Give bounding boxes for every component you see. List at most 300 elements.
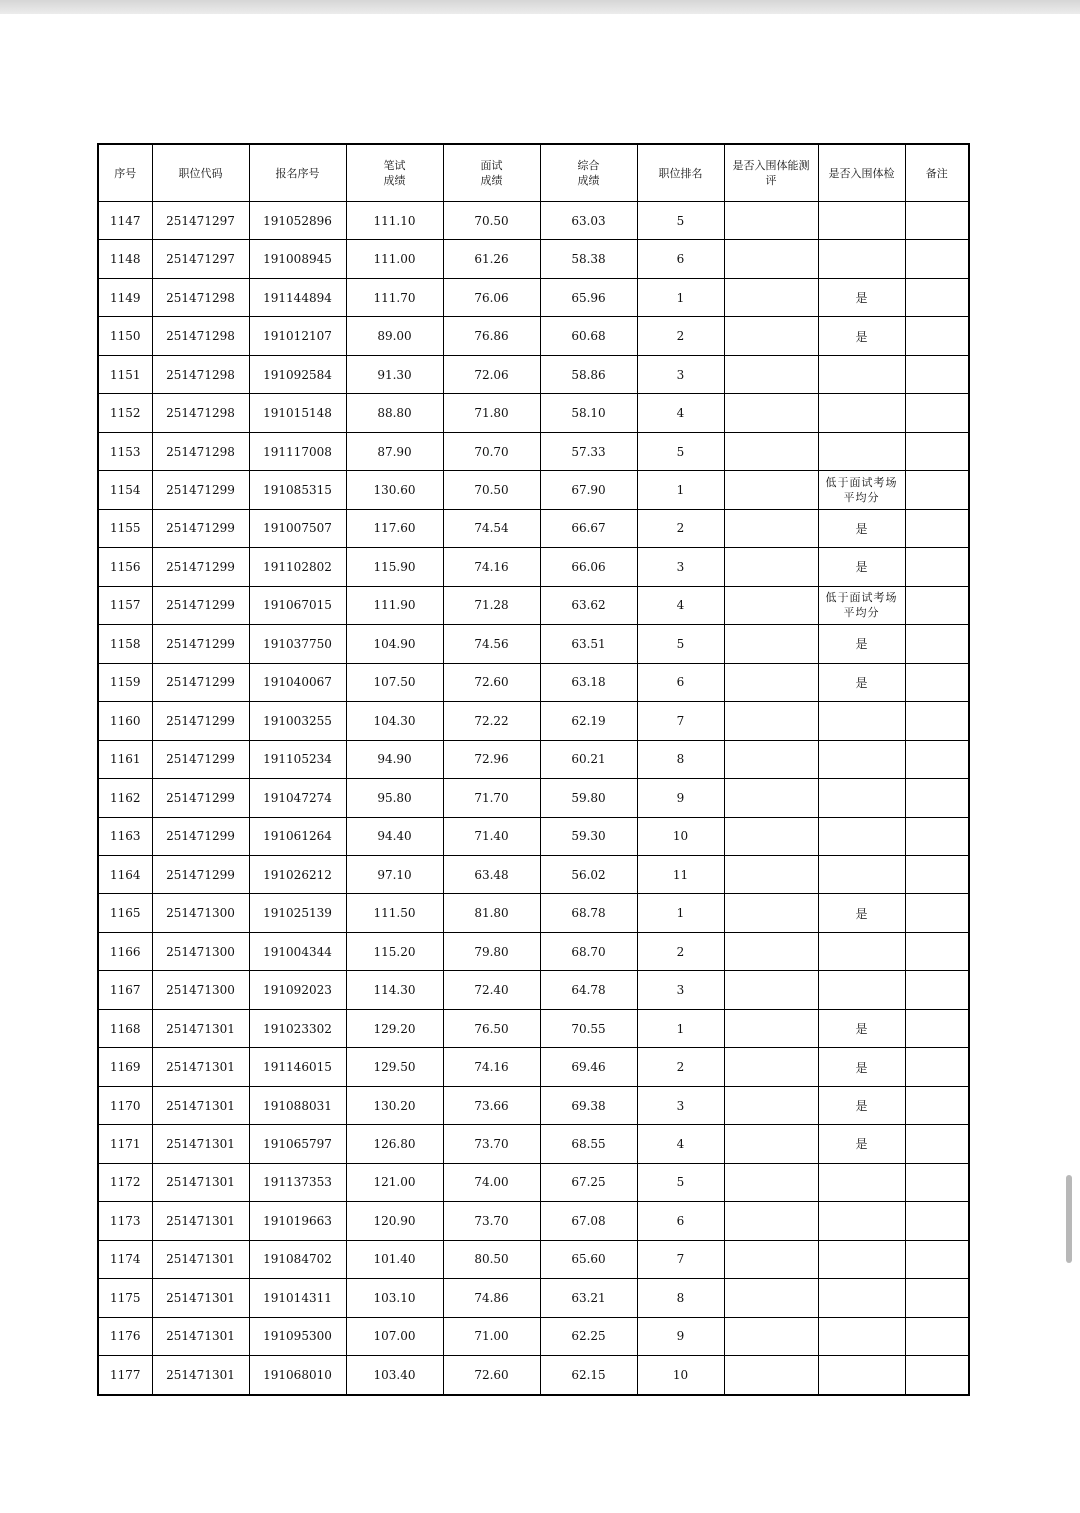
table-row: [98, 1048, 969, 1086]
cell-rank: 1: [637, 894, 724, 932]
table-row: [98, 355, 969, 393]
cell-written-score: 89.00: [346, 317, 443, 355]
cell-written-score: 129.50: [346, 1048, 443, 1086]
cell-remark: [905, 1279, 969, 1317]
cell-fitness: [724, 202, 818, 240]
cell-physical: [818, 1163, 905, 1201]
cell-written-score: 111.70: [346, 278, 443, 316]
cell-seq: 1156: [98, 548, 152, 586]
header-rank: 职位排名: [637, 144, 724, 202]
cell-total-score: 62.19: [540, 702, 637, 740]
cell-seq: 1155: [98, 509, 152, 547]
score-table: [97, 143, 970, 1396]
cell-written-score: 103.40: [346, 1356, 443, 1395]
cell-remark: [905, 202, 969, 240]
cell-total-score: 58.86: [540, 355, 637, 393]
cell-physical: [818, 971, 905, 1009]
cell-post-code: 251471298: [152, 394, 249, 432]
cell-fitness: [724, 855, 818, 893]
cell-physical: [818, 1279, 905, 1317]
cell-post-code: 251471298: [152, 278, 249, 316]
cell-physical: [818, 432, 905, 470]
cell-physical: [818, 355, 905, 393]
cell-remark: [905, 971, 969, 1009]
cell-fitness: [724, 509, 818, 547]
cell-written-score: 130.20: [346, 1086, 443, 1124]
cell-rank: 2: [637, 1048, 724, 1086]
cell-fitness: [724, 740, 818, 778]
cell-written-score: 87.90: [346, 432, 443, 470]
cell-reg-no: 191146015: [249, 1048, 346, 1086]
cell-written-score: 97.10: [346, 855, 443, 893]
cell-total-score: 63.18: [540, 663, 637, 701]
table-row: [98, 855, 969, 893]
cell-interview-score: 72.96: [443, 740, 540, 778]
cell-total-score: 57.33: [540, 432, 637, 470]
table-row: [98, 740, 969, 778]
cell-total-score: 64.78: [540, 971, 637, 1009]
cell-seq: 1158: [98, 625, 152, 663]
cell-interview-score: 80.50: [443, 1240, 540, 1278]
cell-post-code: 251471301: [152, 1240, 249, 1278]
cell-fitness: [724, 663, 818, 701]
cell-interview-score: 74.16: [443, 1048, 540, 1086]
cell-written-score: 107.50: [346, 663, 443, 701]
cell-interview-score: 74.54: [443, 509, 540, 547]
cell-remark: [905, 317, 969, 355]
cell-post-code: 251471299: [152, 586, 249, 624]
cell-interview-score: 72.60: [443, 1356, 540, 1395]
table-row: [98, 1009, 969, 1047]
cell-total-score: 56.02: [540, 855, 637, 893]
cell-total-score: 58.10: [540, 394, 637, 432]
cell-physical: 是: [818, 1086, 905, 1124]
cell-post-code: 251471301: [152, 1356, 249, 1395]
cell-rank: 3: [637, 548, 724, 586]
cell-post-code: 251471301: [152, 1048, 249, 1086]
cell-reg-no: 191025139: [249, 894, 346, 932]
header-total-score: [540, 144, 637, 202]
cell-remark: [905, 1086, 969, 1124]
header-seq: 序号: [98, 144, 152, 202]
cell-interview-score: 63.48: [443, 855, 540, 893]
cell-interview-score: 76.06: [443, 278, 540, 316]
cell-physical: 是: [818, 317, 905, 355]
cell-physical: [818, 394, 905, 432]
cell-written-score: 115.90: [346, 548, 443, 586]
cell-rank: 8: [637, 1279, 724, 1317]
cell-interview-score: 73.66: [443, 1086, 540, 1124]
scrollbar-thumb[interactable]: [1066, 1175, 1072, 1263]
cell-written-score: 94.90: [346, 740, 443, 778]
cell-written-score: 94.40: [346, 817, 443, 855]
cell-remark: [905, 702, 969, 740]
cell-physical: [818, 240, 905, 278]
cell-seq: 1149: [98, 278, 152, 316]
cell-reg-no: 191067015: [249, 586, 346, 624]
cell-seq: 1161: [98, 740, 152, 778]
cell-fitness: [724, 1048, 818, 1086]
cell-remark: [905, 586, 969, 624]
cell-interview-score: 81.80: [443, 894, 540, 932]
cell-rank: 5: [637, 202, 724, 240]
cell-seq: 1162: [98, 779, 152, 817]
cell-fitness: [724, 1086, 818, 1124]
cell-interview-score: 74.16: [443, 548, 540, 586]
cell-fitness: [724, 1356, 818, 1395]
cell-written-score: 104.90: [346, 625, 443, 663]
cell-rank: 1: [637, 471, 724, 509]
table-row: [98, 894, 969, 932]
cell-interview-score: 74.86: [443, 1279, 540, 1317]
cell-written-score: 111.90: [346, 586, 443, 624]
header-total-line1: 综合: [577, 159, 600, 172]
cell-total-score: 68.70: [540, 932, 637, 970]
cell-written-score: 114.30: [346, 971, 443, 1009]
table-row: [98, 702, 969, 740]
cell-seq: 1159: [98, 663, 152, 701]
table-row: [98, 663, 969, 701]
header-total-line2: 成绩: [577, 174, 600, 187]
table-row: [98, 1202, 969, 1240]
table-row: [98, 471, 969, 509]
cell-fitness: [724, 932, 818, 970]
cell-remark: [905, 1202, 969, 1240]
table-row: [98, 278, 969, 316]
header-fitness-line1: 是否入围体能测: [732, 159, 810, 172]
cell-total-score: 59.30: [540, 817, 637, 855]
cell-total-score: 66.06: [540, 548, 637, 586]
cell-written-score: 129.20: [346, 1009, 443, 1047]
cell-physical: [818, 817, 905, 855]
table-row: [98, 548, 969, 586]
cell-interview-score: 76.50: [443, 1009, 540, 1047]
cell-reg-no: 191084702: [249, 1240, 346, 1278]
cell-remark: [905, 625, 969, 663]
cell-post-code: 251471300: [152, 932, 249, 970]
cell-rank: 1: [637, 1009, 724, 1047]
table-row: [98, 1240, 969, 1278]
cell-reg-no: 191007507: [249, 509, 346, 547]
cell-total-score: 63.21: [540, 1279, 637, 1317]
cell-rank: 3: [637, 971, 724, 1009]
cell-post-code: 251471299: [152, 471, 249, 509]
table-row: [98, 317, 969, 355]
cell-seq: 1171: [98, 1125, 152, 1163]
cell-rank: 1: [637, 278, 724, 316]
cell-remark: [905, 894, 969, 932]
cell-total-score: 63.62: [540, 586, 637, 624]
cell-physical: [818, 1202, 905, 1240]
cell-physical: [818, 1240, 905, 1278]
cell-remark: [905, 1048, 969, 1086]
cell-reg-no: 191085315: [249, 471, 346, 509]
cell-seq: 1168: [98, 1009, 152, 1047]
table-row: [98, 1356, 969, 1395]
cell-interview-score: 74.00: [443, 1163, 540, 1201]
header-written-score: [346, 144, 443, 202]
cell-seq: 1175: [98, 1279, 152, 1317]
cell-reg-no: 191003255: [249, 702, 346, 740]
cell-reg-no: 191026212: [249, 855, 346, 893]
cell-post-code: 251471299: [152, 817, 249, 855]
cell-interview-score: 71.00: [443, 1317, 540, 1355]
cell-reg-no: 191014311: [249, 1279, 346, 1317]
table-row: [98, 509, 969, 547]
cell-seq: 1153: [98, 432, 152, 470]
cell-reg-no: 191052896: [249, 202, 346, 240]
cell-reg-no: 191068010: [249, 1356, 346, 1395]
cell-fitness: [724, 432, 818, 470]
cell-fitness: [724, 471, 818, 509]
cell-reg-no: 191144894: [249, 278, 346, 316]
cell-fitness: [724, 317, 818, 355]
cell-post-code: 251471299: [152, 702, 249, 740]
cell-total-score: 63.51: [540, 625, 637, 663]
cell-remark: [905, 855, 969, 893]
cell-remark: [905, 932, 969, 970]
cell-total-score: 68.78: [540, 894, 637, 932]
cell-interview-score: 79.80: [443, 932, 540, 970]
cell-rank: 10: [637, 817, 724, 855]
cell-interview-score: 72.22: [443, 702, 540, 740]
cell-rank: 9: [637, 779, 724, 817]
cell-total-score: 65.96: [540, 278, 637, 316]
cell-physical: 是: [818, 1125, 905, 1163]
cell-remark: [905, 1125, 969, 1163]
cell-rank: 6: [637, 1202, 724, 1240]
cell-total-score: 60.68: [540, 317, 637, 355]
cell-interview-score: 70.50: [443, 471, 540, 509]
cell-total-score: 68.55: [540, 1125, 637, 1163]
cell-reg-no: 191061264: [249, 817, 346, 855]
cell-remark: [905, 779, 969, 817]
cell-physical: 低于面试考场平均分: [818, 586, 905, 624]
cell-post-code: 251471301: [152, 1317, 249, 1355]
header-remark: 备注: [905, 144, 969, 202]
cell-rank: 8: [637, 740, 724, 778]
cell-fitness: [724, 1163, 818, 1201]
header-row: [98, 144, 969, 202]
cell-total-score: 65.60: [540, 1240, 637, 1278]
cell-physical: 是: [818, 894, 905, 932]
cell-written-score: 130.60: [346, 471, 443, 509]
cell-rank: 2: [637, 317, 724, 355]
cell-written-score: 104.30: [346, 702, 443, 740]
cell-post-code: 251471301: [152, 1009, 249, 1047]
cell-fitness: [724, 278, 818, 316]
header-reg-no: 报名序号: [249, 144, 346, 202]
cell-reg-no: 191040067: [249, 663, 346, 701]
cell-interview-score: 71.70: [443, 779, 540, 817]
cell-fitness: [724, 394, 818, 432]
cell-fitness: [724, 702, 818, 740]
cell-physical: [818, 779, 905, 817]
cell-fitness: [724, 625, 818, 663]
cell-physical: 是: [818, 1048, 905, 1086]
cell-seq: 1150: [98, 317, 152, 355]
cell-written-score: 91.30: [346, 355, 443, 393]
cell-physical: 低于面试考场平均分: [818, 471, 905, 509]
cell-total-score: 60.21: [540, 740, 637, 778]
cell-seq: 1173: [98, 1202, 152, 1240]
cell-reg-no: 191092584: [249, 355, 346, 393]
cell-rank: 4: [637, 394, 724, 432]
cell-total-score: 62.15: [540, 1356, 637, 1395]
header-interview-line2: 成绩: [480, 174, 503, 187]
cell-reg-no: 191102802: [249, 548, 346, 586]
cell-reg-no: 191088031: [249, 1086, 346, 1124]
cell-rank: 10: [637, 1356, 724, 1395]
cell-total-score: 58.38: [540, 240, 637, 278]
cell-total-score: 62.25: [540, 1317, 637, 1355]
cell-fitness: [724, 548, 818, 586]
cell-interview-score: 73.70: [443, 1125, 540, 1163]
cell-physical: 是: [818, 1009, 905, 1047]
cell-interview-score: 71.80: [443, 394, 540, 432]
table-row: [98, 817, 969, 855]
cell-written-score: 117.60: [346, 509, 443, 547]
table-row: [98, 1163, 969, 1201]
cell-written-score: 111.00: [346, 240, 443, 278]
top-bar: [0, 0, 1080, 14]
cell-rank: 6: [637, 663, 724, 701]
cell-reg-no: 191105234: [249, 740, 346, 778]
cell-post-code: 251471298: [152, 317, 249, 355]
cell-post-code: 251471299: [152, 625, 249, 663]
cell-physical: [818, 702, 905, 740]
cell-post-code: 251471297: [152, 240, 249, 278]
cell-rank: 7: [637, 1240, 724, 1278]
cell-remark: [905, 1009, 969, 1047]
cell-seq: 1163: [98, 817, 152, 855]
cell-interview-score: 70.50: [443, 202, 540, 240]
cell-post-code: 251471301: [152, 1202, 249, 1240]
cell-remark: [905, 355, 969, 393]
cell-remark: [905, 663, 969, 701]
cell-reg-no: 191117008: [249, 432, 346, 470]
cell-reg-no: 191012107: [249, 317, 346, 355]
table-row: [98, 202, 969, 240]
cell-written-score: 95.80: [346, 779, 443, 817]
table-row: [98, 932, 969, 970]
cell-post-code: 251471297: [152, 202, 249, 240]
header-written-line1: 笔试: [383, 159, 406, 172]
cell-reg-no: 191004344: [249, 932, 346, 970]
cell-seq: 1172: [98, 1163, 152, 1201]
cell-interview-score: 71.28: [443, 586, 540, 624]
cell-seq: 1147: [98, 202, 152, 240]
cell-rank: 6: [637, 240, 724, 278]
cell-seq: 1174: [98, 1240, 152, 1278]
cell-total-score: 66.67: [540, 509, 637, 547]
cell-rank: 11: [637, 855, 724, 893]
table-row: [98, 779, 969, 817]
cell-fitness: [724, 586, 818, 624]
cell-written-score: 111.10: [346, 202, 443, 240]
cell-total-score: 63.03: [540, 202, 637, 240]
cell-physical: [818, 740, 905, 778]
cell-total-score: 59.80: [540, 779, 637, 817]
cell-rank: 2: [637, 932, 724, 970]
cell-physical: [818, 1356, 905, 1395]
table-row: [98, 1279, 969, 1317]
cell-remark: [905, 548, 969, 586]
cell-remark: [905, 471, 969, 509]
cell-seq: 1151: [98, 355, 152, 393]
cell-fitness: [724, 1317, 818, 1355]
cell-rank: 2: [637, 509, 724, 547]
cell-remark: [905, 240, 969, 278]
cell-post-code: 251471300: [152, 971, 249, 1009]
cell-rank: 5: [637, 625, 724, 663]
cell-physical: 是: [818, 509, 905, 547]
cell-reg-no: 191137353: [249, 1163, 346, 1201]
table-row: [98, 432, 969, 470]
header-interview-score: [443, 144, 540, 202]
cell-written-score: 121.00: [346, 1163, 443, 1201]
cell-seq: 1176: [98, 1317, 152, 1355]
table-row: [98, 625, 969, 663]
cell-seq: 1160: [98, 702, 152, 740]
cell-post-code: 251471298: [152, 355, 249, 393]
cell-interview-score: 73.70: [443, 1202, 540, 1240]
cell-post-code: 251471299: [152, 548, 249, 586]
cell-post-code: 251471301: [152, 1279, 249, 1317]
cell-interview-score: 74.56: [443, 625, 540, 663]
header-written-line2: 成绩: [383, 174, 406, 187]
cell-seq: 1165: [98, 894, 152, 932]
table-row: [98, 1317, 969, 1355]
header-fitness: [724, 144, 818, 202]
cell-rank: 4: [637, 586, 724, 624]
cell-seq: 1148: [98, 240, 152, 278]
cell-fitness: [724, 894, 818, 932]
cell-fitness: [724, 1202, 818, 1240]
cell-physical: [818, 855, 905, 893]
cell-total-score: 70.55: [540, 1009, 637, 1047]
cell-fitness: [724, 355, 818, 393]
cell-written-score: 103.10: [346, 1279, 443, 1317]
cell-remark: [905, 278, 969, 316]
cell-rank: 3: [637, 355, 724, 393]
cell-written-score: 126.80: [346, 1125, 443, 1163]
cell-seq: 1154: [98, 471, 152, 509]
cell-interview-score: 76.86: [443, 317, 540, 355]
cell-seq: 1157: [98, 586, 152, 624]
cell-reg-no: 191065797: [249, 1125, 346, 1163]
cell-physical: 是: [818, 625, 905, 663]
cell-interview-score: 72.40: [443, 971, 540, 1009]
cell-seq: 1169: [98, 1048, 152, 1086]
cell-remark: [905, 509, 969, 547]
cell-reg-no: 191092023: [249, 971, 346, 1009]
cell-remark: [905, 1356, 969, 1395]
table-row: [98, 394, 969, 432]
cell-reg-no: 191015148: [249, 394, 346, 432]
table-row: [98, 1086, 969, 1124]
cell-fitness: [724, 817, 818, 855]
cell-physical: 是: [818, 548, 905, 586]
header-fitness-line2: 评: [765, 174, 777, 187]
cell-seq: 1177: [98, 1356, 152, 1395]
cell-rank: 7: [637, 702, 724, 740]
cell-written-score: 88.80: [346, 394, 443, 432]
cell-remark: [905, 432, 969, 470]
cell-post-code: 251471301: [152, 1086, 249, 1124]
cell-post-code: 251471299: [152, 509, 249, 547]
cell-post-code: 251471299: [152, 779, 249, 817]
